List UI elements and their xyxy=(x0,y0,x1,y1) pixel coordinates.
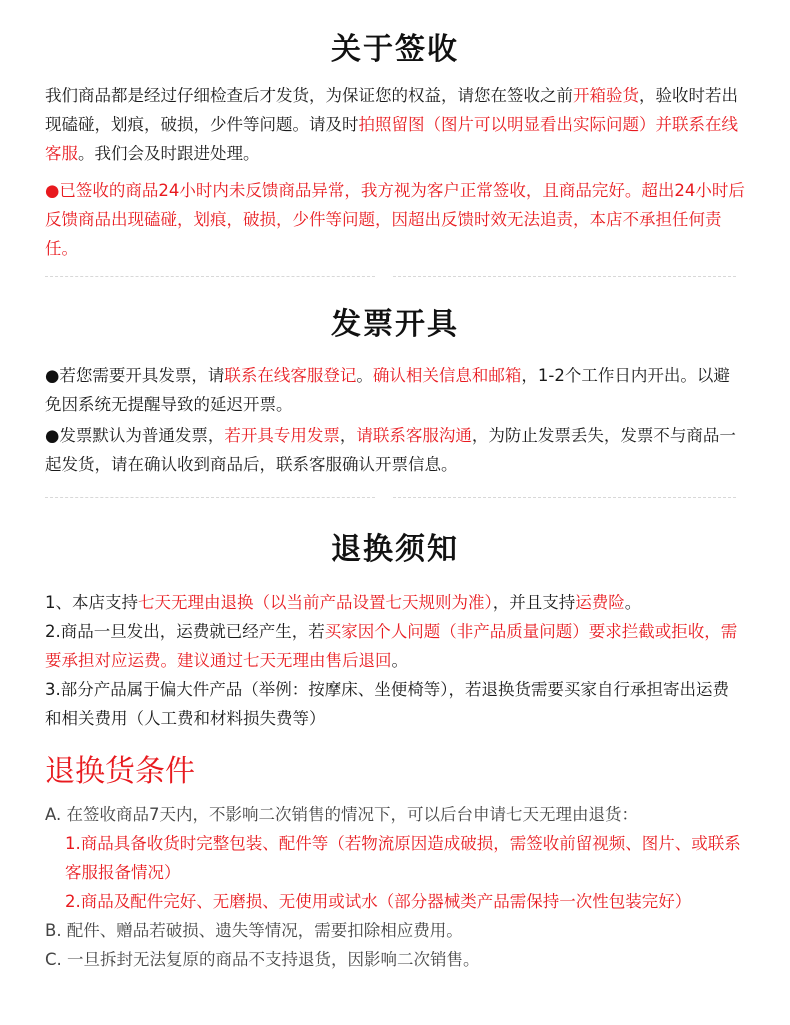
divider xyxy=(393,276,736,277)
invoice-section xyxy=(45,361,745,479)
section-title-return: 退换须知 xyxy=(331,532,459,567)
text-span: ，为防止发票丢失，发票不与商品一起发货，请在确认收到商品后，联系客服确认开票信息。 xyxy=(45,426,736,474)
bullet-icon: ● xyxy=(45,181,60,200)
divider xyxy=(45,497,375,498)
text-span: ，验收时若出现磕碰，划痕，破损，少件等问题。请及时 xyxy=(45,86,738,134)
highlight-text: 联系在线客服登记 xyxy=(224,366,357,385)
text-span: ， xyxy=(339,426,357,445)
highlight-text: 请联系客服沟通 xyxy=(356,426,472,445)
condition-c: C. 一旦拆封无法复原的商品不支持退货，因影响二次销售。 xyxy=(45,950,480,969)
text-span: 。 xyxy=(391,651,408,670)
bullet-icon: ● xyxy=(45,426,60,445)
text-span: 我们商品都是经过仔细检查后才发货，为保证您的权益，请您在签收之前 xyxy=(45,86,573,105)
highlight-text: 确认相关信息和邮箱 xyxy=(372,366,522,385)
signing-notice xyxy=(45,176,745,263)
highlight-text: 开箱验货 xyxy=(573,86,639,105)
signing-paragraph xyxy=(45,81,745,168)
text-span: 1、本店支持 xyxy=(45,593,138,612)
return-conditions-title: 退换货条件 xyxy=(45,754,195,789)
text-span: 发票默认为普通发票， xyxy=(59,426,225,445)
notice-text: 已签收的商品24小时内未反馈商品异常，我方视为客户正常签收，且商品完好。超出24小时后反馈商品出现磕碰，划痕，破损，少件等问题，因超出反馈时效无法追责，本店不承担任何责任。 xyxy=(45,181,745,258)
text-span: 2.商品一旦发出，运费就已经产生，若 xyxy=(45,622,325,641)
condition-b: B. 配件、赠品若破损、遗失等情况，需要扣除相应费用。 xyxy=(45,921,463,940)
condition-a: A. 在签收商品7天内，不影响二次销售的情况下，可以后台申请七天无理由退货： xyxy=(45,805,638,824)
text-span: 。 xyxy=(624,593,642,612)
return-section xyxy=(45,588,745,733)
condition-a1: 1.商品具备收货时完整包装、配件等（若物流原因造成破损，需签收前留视频、图片、或联系客服报备情况） xyxy=(65,834,741,882)
condition-a2: 2.商品及配件完好、无磨损、无使用或试水（部分器械类产品需保持一次性包装完好） xyxy=(65,892,692,911)
text-span: 若您需要开具发票，请 xyxy=(59,366,225,385)
divider xyxy=(45,276,375,277)
highlight-text: 买家因个人问题（非产品质量问题）要求拦截或拒收，需要承担对应运费。建议通过七天无理由售后退回 xyxy=(45,622,738,670)
invoice-item-1 xyxy=(45,361,745,419)
section-title-signing: 关于签收 xyxy=(331,32,459,67)
return-item-1 xyxy=(45,588,745,617)
section-title-invoice: 发票开具 xyxy=(331,307,459,342)
divider xyxy=(393,497,736,498)
signing-section xyxy=(45,81,745,263)
text-span: ，1-2个工作日内开出。以避免因系统无提醒导致的延迟开票。 xyxy=(45,366,730,414)
return-item-3: 3.部分产品属于偏大件产品（举例：按摩床、坐便椅等），若退换货需要买家自行承担寄出运费和相关费用（人工费和材料损失费等） xyxy=(45,680,729,728)
highlight-text: 若开具专用发票 xyxy=(224,426,340,445)
highlight-text: 运费险 xyxy=(575,593,625,612)
return-item-2 xyxy=(45,617,745,675)
text-span: 。我们会及时跟进处理。 xyxy=(78,144,260,163)
text-span: 。 xyxy=(356,366,373,385)
highlight-text: 七天无理由退换（以当前产品设置七天规则为准） xyxy=(138,593,493,612)
bullet-icon: ● xyxy=(45,366,60,385)
return-conditions-section xyxy=(45,800,745,974)
highlight-text: 拍照留图（图片可以明显看出实际问题）并联系在线客服 xyxy=(45,115,738,163)
text-span: ，并且支持 xyxy=(492,593,576,612)
invoice-item-2 xyxy=(45,421,745,479)
